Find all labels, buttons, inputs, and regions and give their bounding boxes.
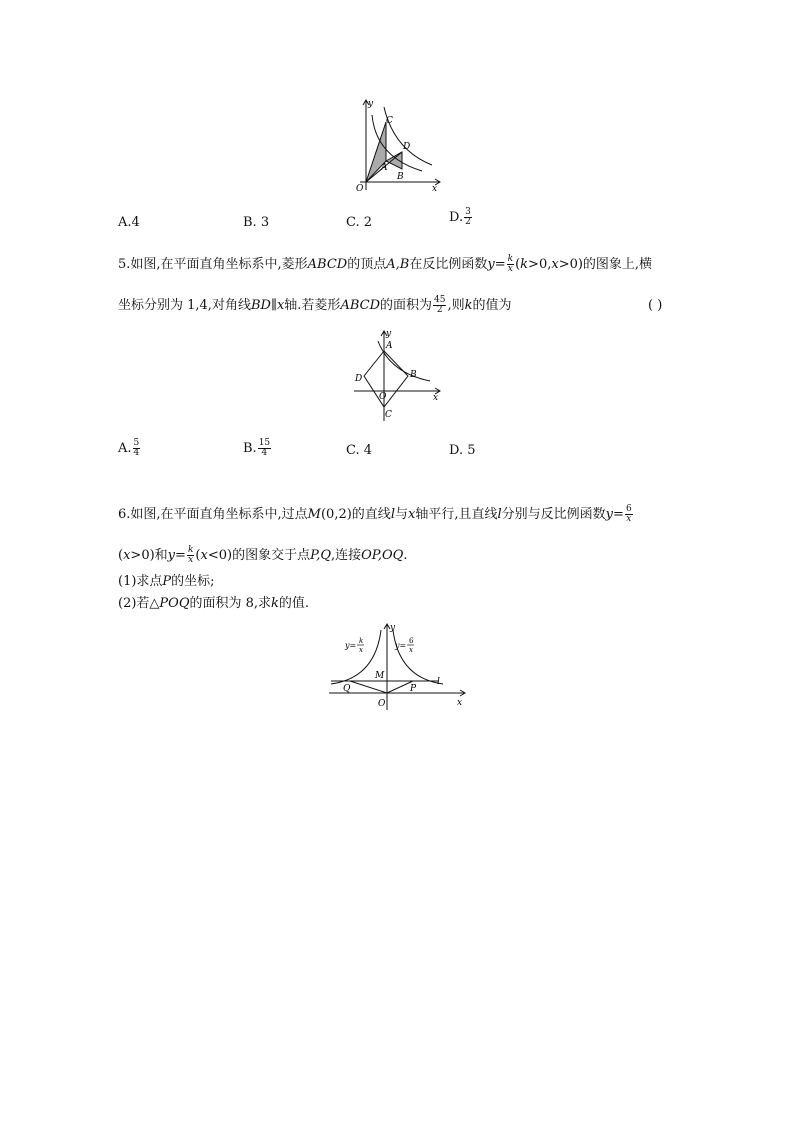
curve-left <box>331 630 381 684</box>
label-y: y <box>386 329 392 339</box>
curve-right <box>393 630 443 684</box>
label-A: A <box>386 341 393 351</box>
right-eq-y: y= <box>395 641 407 650</box>
label-B: B <box>397 172 404 182</box>
q4-option-a[interactable]: A.4 <box>118 215 140 230</box>
label-O: O <box>356 184 364 194</box>
q6-sub-2: (2)若△POQ的面积为 8,求k的值. <box>118 596 310 611</box>
label-Q: Q <box>343 684 351 694</box>
figure-q4 <box>350 95 450 195</box>
q5-answer-paren: ( ) <box>648 298 663 313</box>
q4-option-b[interactable]: B. 3 <box>243 215 270 230</box>
right-eq-num: 6 <box>409 637 414 645</box>
label-D: D <box>403 142 411 152</box>
q6-line-2: (x>0)和y= $\frac{k}{x}$ (x<0)的图象交于点P,Q,连接OP,OQ. <box>118 545 408 565</box>
q5-line-1: 5.如图,在平面直角坐标系中,菱形ABCD的顶点A,B在反比例函数y= $\frac{k}{x}$ (k>0,x>0)的图象上,横 <box>118 254 653 274</box>
q5-option-b[interactable]: B. $\frac{15}{4}$ <box>243 438 271 458</box>
q6-line-1: 6.如图,在平面直角坐标系中,过点M(0,2)的直线l与x轴平行,且直线l分别与反比例函数y= $\frac{6}{x}$ <box>118 504 632 524</box>
q5-line-2: 坐标分别为 1,4,对角线BD∥x轴.若菱形ABCD的面积为 $\frac{45}{2}$ ,则k的值为 <box>118 295 512 315</box>
label-O: O <box>378 699 386 709</box>
q5-option-c[interactable]: C. 4 <box>346 443 373 458</box>
label-x: x <box>457 698 463 708</box>
label-C: C <box>386 116 393 126</box>
q5-option-d[interactable]: D. 5 <box>449 443 476 458</box>
shaded-triangle-left <box>366 122 386 182</box>
label-O: O <box>379 392 387 402</box>
figure-q5 <box>350 325 450 425</box>
triangle-poq <box>350 681 413 693</box>
label-A: A <box>381 163 388 173</box>
label-x: x <box>433 393 439 403</box>
left-eq-y: y= <box>345 641 357 650</box>
q5-option-a[interactable]: A. $\frac{5}{4}$ <box>118 438 140 458</box>
label-B: B <box>410 370 417 380</box>
label-l: l <box>437 677 440 687</box>
label-M: M <box>375 671 385 681</box>
q4-option-d[interactable]: D. $\frac{3}{2}$ <box>449 207 471 227</box>
left-eq-den: x <box>359 646 363 654</box>
left-eq-num: k <box>359 637 364 645</box>
q6-sub-1: (1)求点P的坐标; <box>118 574 215 589</box>
label-x: x <box>432 184 438 194</box>
label-y: y <box>368 99 374 109</box>
label-C: C <box>385 410 392 420</box>
q4-option-c[interactable]: C. 2 <box>346 215 373 230</box>
label-P: P <box>410 684 417 694</box>
right-eq-den: x <box>409 646 413 654</box>
label-D: D <box>355 374 363 384</box>
figure-q6 <box>325 620 470 712</box>
label-y: y <box>390 623 396 633</box>
